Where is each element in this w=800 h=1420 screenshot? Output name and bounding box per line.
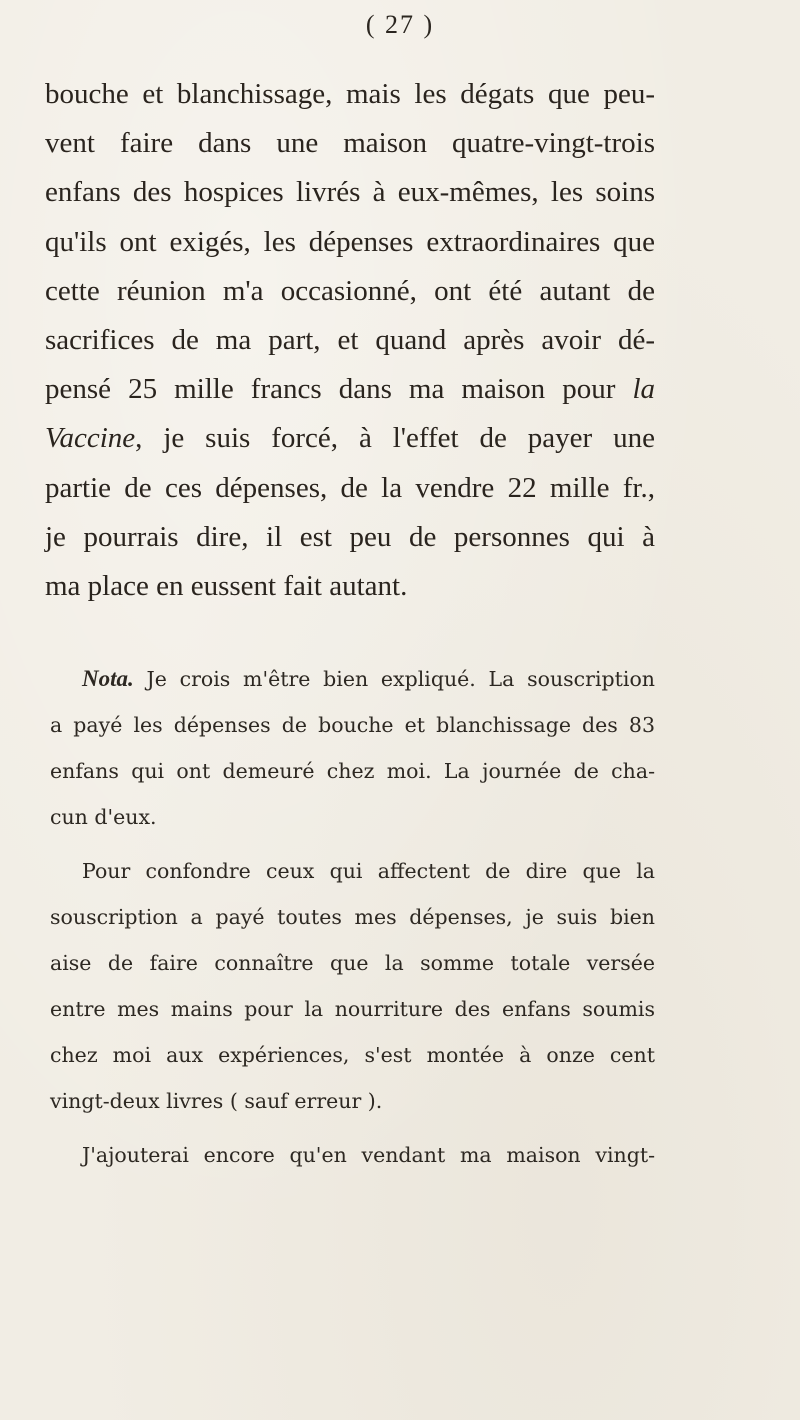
main-text-line: qu'ils ont exigés, les dépenses extraordinaires que [45, 225, 655, 258]
paragraph-3-line: J'ajouterai encore qu'en vendant ma maison vingt- [82, 1143, 655, 1167]
main-text-line: sacrifices de ma part, et quand après avoir dé- [45, 324, 655, 357]
nota-first-line [50, 656, 655, 702]
page-number: ( 27 ) [365, 10, 435, 39]
main-paragraph [45, 70, 655, 611]
paragraph-2-line: souscription a payé toutes mes dépenses, je suis bien [50, 905, 655, 929]
paragraph-gap [50, 1124, 655, 1132]
main-text-line: je pourrais dire, il est peu de personnes qui à [45, 520, 655, 553]
main-text-line: partie de ces dépenses, de la vendre 22 mille fr., [45, 471, 655, 504]
nota-line: a payé les dépenses de bouche et blanchissage des 83 [50, 713, 655, 737]
nota-line: enfans qui ont demeuré chez moi. La journée de cha- [50, 759, 655, 783]
paragraph-2-line: chez moi aux expériences, s'est montée à onze cent [50, 1043, 655, 1067]
paragraph-2-line: aise de faire connaître que la somme totale versée [50, 951, 655, 975]
paragraph-gap [50, 840, 655, 848]
nota-text: Je crois m'être bien expliqué. La souscription [146, 667, 655, 691]
nota-line: cun d'eux. [50, 805, 157, 829]
notes-section [50, 656, 655, 1178]
main-text-line: cette réunion m'a occasionné, ont été autant de [45, 274, 655, 307]
main-text-line: ma place en eussent fait autant. [45, 570, 408, 603]
paragraph-2-line: Pour confondre ceux qui affectent de dire que la [82, 859, 655, 883]
italic-text: Vaccine [45, 422, 136, 455]
paragraph-2-line: entre mes mains pour la nourriture des enfans soumis [50, 997, 655, 1021]
main-text-line: pensé 25 mille francs dans ma maison pour la [45, 373, 655, 406]
nota-label: Nota. [82, 666, 134, 691]
italic-text: la [632, 373, 655, 406]
paragraph-2-line: vingt-deux livres ( sauf erreur ). [50, 1089, 383, 1113]
main-text-line: Vaccine, je suis forcé, à l'effet de payer une [45, 422, 655, 455]
main-text-line: bouche et blanchissage, mais les dégats que peu- [45, 78, 655, 110]
main-text-line: vent faire dans une maison quatre-vingt-trois [45, 127, 655, 160]
main-text-line: enfans des hospices livrés à eux-mêmes, les soins [45, 176, 655, 209]
